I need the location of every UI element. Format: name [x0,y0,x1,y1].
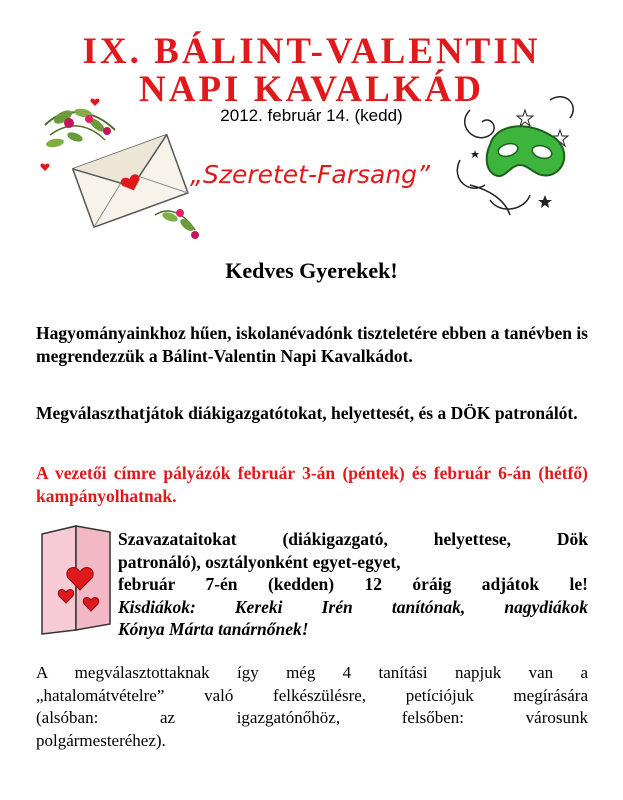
mask-icon [450,90,585,220]
campaign-paragraph: A vezetői címre pályázók február 3-án (péntek) és február 6-án (hétfő) kampányolhatnak. [36,463,588,506]
closing-paragraph [36,662,588,752]
voting-instructions [118,528,588,641]
voting-line-5: Kónya Márta tanárnőnek! [118,619,309,639]
closing-line-3: (alsóban: az igazgatónőhöz, felsőben: városunk [36,708,588,727]
title-line-1: IX. BÁLINT-VALENTIN [82,31,541,72]
subtitle: „Szeretet-Farsang” [190,160,430,189]
valentine-card-icon [36,520,116,640]
closing-line-4: polgármesteréhez). [36,730,166,750]
voting-line-2: patronáló), osztályonként egyet-egyet, [118,551,401,572]
event-date: 2012. február 14. (kedd) [220,106,403,125]
title-line-2: NAPI KAVALKÁD [139,69,484,110]
election-paragraph: Megválaszthatjátok diákigazgatótokat, helyettesét, és a DÖK patronálót. [36,403,578,423]
voting-line-1: Szavazataitokat (diákigazgató, helyettese, Dök [118,529,588,549]
closing-line-2: „hatalomátvételre” való felkészülésre, petíciójuk megírására [36,685,588,705]
greeting-heading: Kedves Gyerekek! [225,258,398,283]
intro-paragraph: Hagyományainkhoz hűen, iskolanévadónk tiszteletére ebben a tanévben is megrendezzük a Bálint-Valentin Napi Kavalkádot. [36,323,588,366]
voting-line-3: február 7-én (kedden) 12 óráig adjátok le! [118,574,588,594]
closing-line-1: A megválasztottaknak így még 4 tanítási napjuk van a [36,663,588,682]
voting-line-4: Kisdiákok: Kereki Irén tanítónak, nagydiákok [118,596,588,617]
